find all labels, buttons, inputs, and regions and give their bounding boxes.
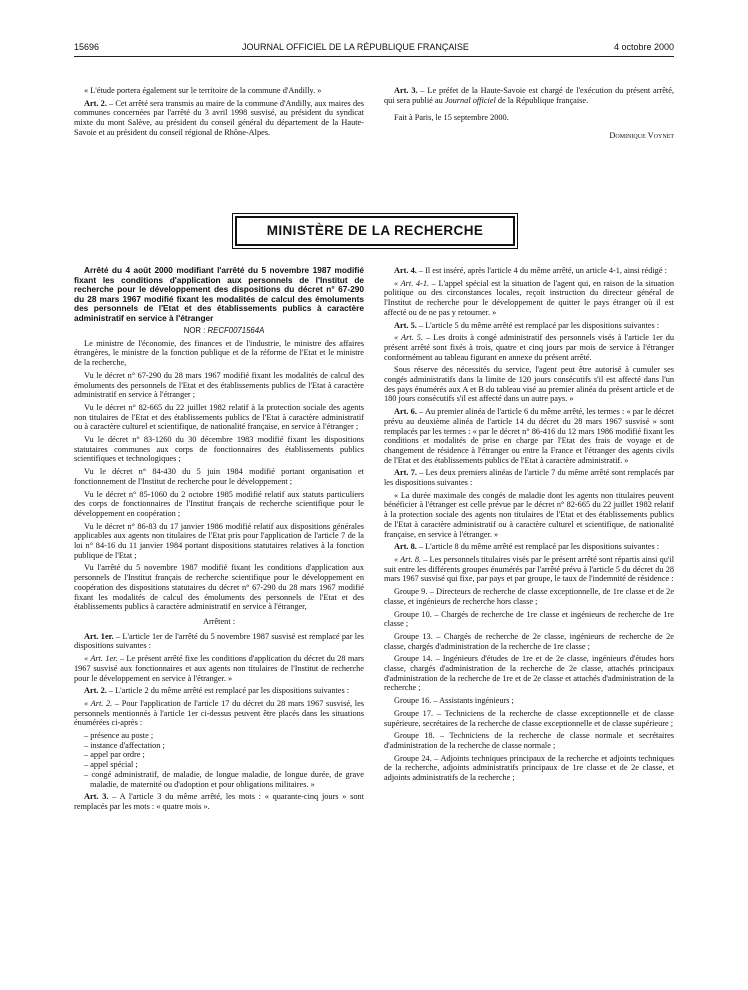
article-label: « Art. 5. [394,333,424,343]
vu-paragraph: Vu le décret n° 86-83 du 17 janvier 1986 modifié relatif aux dispositions générales applicables aux agents non titulaires de l'Etat pris pour l'application de l'article 7 de la loi n° 84-16 du 11 janvier 1984 portant dispositions statutaires relatives à la fonction publique de l'Etat ; [74,521,364,560]
article-text: – Cet arrêté sera transmis au maire de la commune d'Andilly, aux maires des communes concernées par l'arrêté du 3 avril 1998 susvisé, au président du syndicat mixte du mont Salève, au président du conseil général du département de la Haute-Savoie et au président du conseil régional de Rhône-Alpes. [74,98,364,137]
signature: Dominique Voynet [609,131,674,141]
article-label: Art. 2. [84,686,107,696]
article-paragraph [384,86,674,105]
vu-paragraph: Vu l'arrêté du 5 novembre 1987 modifié fixant les conditions d'application aux personnels de l'Institut français de recherche scientifique pour le développement en coopération des dispositions statutaires du décret n° 67-290 du 28 mars 1967 modifié fixant les modalités de calcul des émoluments des personnels de l'Etat et des établissements publics à caractère administratif en service à l'étranger, [74,563,364,612]
top-left-column [74,86,364,141]
group-item: Groupe 18. – Techniciens de la recherche de classe normale et secrétaires d'administration de la recherche de classe normale ; [384,731,674,750]
nor-reference [74,326,364,336]
article-text: – Au premier alinéa de l'article 6 du même arrêté, les termes : « par le décret prévu au deuxième alinéa de l'article 14 du décret du 28 mars 1967 susvisé » sont remplacés par les termes : « par le décret n° 86-416 du 12 mars 1986 modifié fixant les conditions et modalités de prise en charge par l'Etat des frais de voyage et de changement de résidence à l'étranger ou entre la France et l'étranger des agents civils de l'Etat et des établissements publics de l'Etat à caractère administratif. » [384,407,675,465]
nor-code: RECF0071564A [207,326,265,335]
vu-paragraph: Vu le décret n° 83-1260 du 30 décembre 1983 modifié fixant les dispositions statutaires communes aux corps de fonctionnaires des établissements publics scientifiques et technologiques ; [74,435,364,464]
article-text: – Le présent arrêté fixe les conditions d'application du décret du 28 mars 1967 susvisé aux fonctionnaires et aux agents non titulaires de l'Institut de recherche pour le développement en service à l'étranger. » [74,654,364,683]
ministry-heading: MINISTÈRE DE LA RECHERCHE [235,216,515,246]
header-rule [74,56,674,57]
article-paragraph [384,266,674,276]
article-paragraph [384,407,674,465]
article-label: Art. 6. [394,407,417,417]
article-text: – Le préfet de la Haute-Savoie est chargé de l'exécution du présent arrêté, qui sera publié au [384,86,674,105]
arretent-heading: Arrêtent : [202,616,236,626]
article-quote [384,333,674,362]
paragraph: « L'étude portera également sur le territoire de la commune d'Andilly. » [84,86,322,95]
article-paragraph [74,632,364,651]
group-item: Groupe 16. – Assistants ingénieurs ; [394,696,514,706]
group-item: Groupe 10. – Chargés de recherche de 1re classe et ingénieurs de recherche de 1re classe ; [384,609,674,629]
article-label: Art. 3. [394,86,418,95]
article-label: Art. 4. [394,266,417,275]
journal-title: JOURNAL OFFICIEL DE LA RÉPUBLIQUE FRANÇAISE [242,42,469,52]
list-item: – présence au poste ; [84,731,364,741]
place-date: Fait à Paris, le 15 septembre 2000. [394,113,509,123]
article-paragraph [74,792,364,811]
article-label: « Art. 4-1. [394,278,430,288]
list-item: – appel spécial ; [84,760,364,770]
group-item: Groupe 14. – Ingénieurs d'études de 1re et de 2e classe, ingénieurs d'études hors classe, chargés d'administration de la recherche de 2e classe, attachés principaux d'administration de la recherche de 1re et de 2e classe et attachés d'administration de la recherche ; [384,654,674,693]
article-label: Art. 3. [84,792,109,802]
article-text: – L'article 2 du même arrêté est remplacé par les dispositions suivantes : [106,686,350,696]
article-paragraph [384,468,674,487]
journal-name: Journal officiel [444,95,496,105]
paragraph: Sous réserve des nécessités du service, l'agent peut être autorisé à cumuler ses congés administratifs dans la limite de 120 jours consécutifs s'il est affecté dans l'un des pays énumérés aux A et B du tableau visé au premier alinéa du présent article et de 180 jours consécutifs s'il est affecté dans un autre pays. » [384,365,674,404]
vu-paragraph: Vu le décret n° 82-665 du 22 juillet 1982 relatif à la protection sociale des agents non titulaires de l'Etat et des établissements publics de l'Etat à caractère administratif ou à caractère culturel et scientifique, de nationalité française, en service à l'étranger ; [74,402,364,432]
article-paragraph [384,542,674,552]
article-text: – L'article 1er de l'arrêté du 5 novembre 1987 susvisé est remplacé par les dispositions suivantes : [74,631,364,651]
article-paragraph [74,99,364,138]
article-quote [74,654,364,683]
vu-paragraph: Vu le décret n° 84-430 du 5 juin 1984 modifié portant organisation et fonctionnement de l'Institut de recherche pour le développement ; [74,467,364,486]
list-item: – congé administratif, de maladie, de longue maladie, de longue durée, de grave maladie, de maternité ou d'adoption et pour obligations militaires. » [84,770,364,789]
right-column [384,266,674,956]
article-label: « Art. 2. [84,698,113,708]
article-quote [384,555,674,584]
group-item: Groupe 24. – Adjoints techniques principaux de la recherche et adjoints techniques de la recherche, adjoints administratifs principaux de 1re classe et de 2e classe, et adjoints administratifs de la recherche ; [384,753,674,783]
article-text: – L'article 5 du même arrêté est remplacé par les dispositions suivantes : [416,320,660,330]
group-item: Groupe 9. – Directeurs de recherche de classe exceptionnelle, de 1re classe et de 2e classe, et ingénieurs de recherche hors classe ; [384,587,674,606]
list-item: – instance d'affectation ; [84,741,364,751]
list-item: – appel par ordre ; [84,750,364,760]
group-item: Groupe 17. – Techniciens de la recherche de classe exceptionnelle et de classe supérieure, secrétaires de la recherche de classe exceptionnelle et de classe supérieure ; [384,708,674,728]
decree-title: Arrêté du 4 août 2000 modifiant l'arrêté du 5 novembre 1987 modifié fixant les conditions d'application aux personnels de l'Institut de recherche pour le développement des dispositions du décret n° 67-290 du 28 mars 1967 modifié fixant les modalités de calcul des émoluments des personnels de l'Etat et des établissements publics à caractère administratif en service à l'étranger [74,265,364,323]
article-label: Art. 5. [394,320,417,330]
situation-list [74,731,364,789]
article-text: – Les deux premiers alinéas de l'article 7 du même arrêté sont remplacés par les dispositions suivantes : [384,468,674,488]
vu-paragraph: Vu le décret n° 85-1060 du 2 octobre 1985 modifié relatif aux statuts particuliers des corps de fonctionnaires de l'Institut français de recherche scientifique pour le développement en coopération ; [74,489,364,518]
page-header [74,42,674,56]
article-label: Art. 7. [394,468,417,478]
article-label: Art. 1er. [84,631,114,641]
article-quote [74,699,364,728]
left-column [74,266,364,956]
article-text: – Il est inséré, après l'article 4 du même arrêté, un article 4-1, ainsi rédigé : [416,266,667,275]
article-label: Art. 8. [394,542,417,552]
article-label: « Art. 8. [394,554,422,564]
group-item: Groupe 13. – Chargés de recherche de 2e classe, ingénieurs de recherche de 2e classe, chargés d'administration de la recherche de 1re classe ; [384,631,674,651]
article-text: – L'article 8 du même arrêté est remplacé par les dispositions suivantes : [416,542,660,552]
intro-paragraph: Le ministre de l'économie, des finances et de l'industrie, le ministre des affaires étrangères, le ministre de la fonction publique et de la réforme de l'Etat et le ministre de la recherche, [74,338,364,368]
top-right-column [384,86,674,144]
article-text: de la République française. [495,95,589,105]
article-label: « Art. 1er. [84,654,118,664]
nor-label: NOR : [183,326,208,335]
article-text: – Les personnels titulaires visés par le présent arrêté sont répartis ainsi qu'il suit entre les différents groupes énumérés par l'arrêté prévu à l'article 5 du décret du 28 mars 1967 susvisé qui fixe, par pays et par groupe, le taux de l'indemnité de résidence : [384,554,675,584]
article-text: – Les droits à congé administratif des personnels visés à l'article 1er du présent arrêté sont fixés à trois, quatre et cinq jours par mois de service à l'étranger conformément au tableau figurant en annexe du présent arrêté. [384,333,675,362]
article-paragraph [74,686,364,696]
article-text: – A l'article 3 du même arrêté, les mots : « quarante-cinq jours » sont remplacés par les mots : « quatre mois ». [74,792,364,811]
article-label: Art. 2. [84,98,107,108]
article-text: – Pour l'application de l'article 17 du décret du 28 mars 1967 susvisé, les personnels mentionnés à l'article 1er ci-dessus peuvent être placés dans les situations énumérées ci-après : [74,698,364,728]
article-text: – L'appel spécial est la situation de l'agent qui, en raison de la situation politique ou des circonstances locales, reçoit instruction du directeur général de l'Institut de recherche pour le développement de quitter le pays étranger où il est affecté ou de ne pas y retourner. » [384,278,675,317]
vu-paragraph: Vu le décret n° 67-290 du 28 mars 1967 modifié fixant les modalités de calcul des émoluments des personnels de l'Etat et des établissements publics de l'Etat à caractère administratif en service à l'étranger ; [74,370,364,400]
article-quote [384,279,674,318]
article-quote: « La durée maximale des congés de maladie dont les agents non titulaires peuvent bénéficier à l'étranger est celle prévue par le décret n° 82-665 du 22 juillet 1982 relatif à la protection sociale des agents non titulaires de l'Etat et des établissements publics de l'Etat à caractère administratif ou à caractère culturel et scientifique, de nationalité française, en service à l'étranger. » [384,490,674,539]
issue-date: 4 octobre 2000 [613,42,674,52]
page-number: 15696 [74,42,100,52]
article-paragraph [384,321,674,331]
